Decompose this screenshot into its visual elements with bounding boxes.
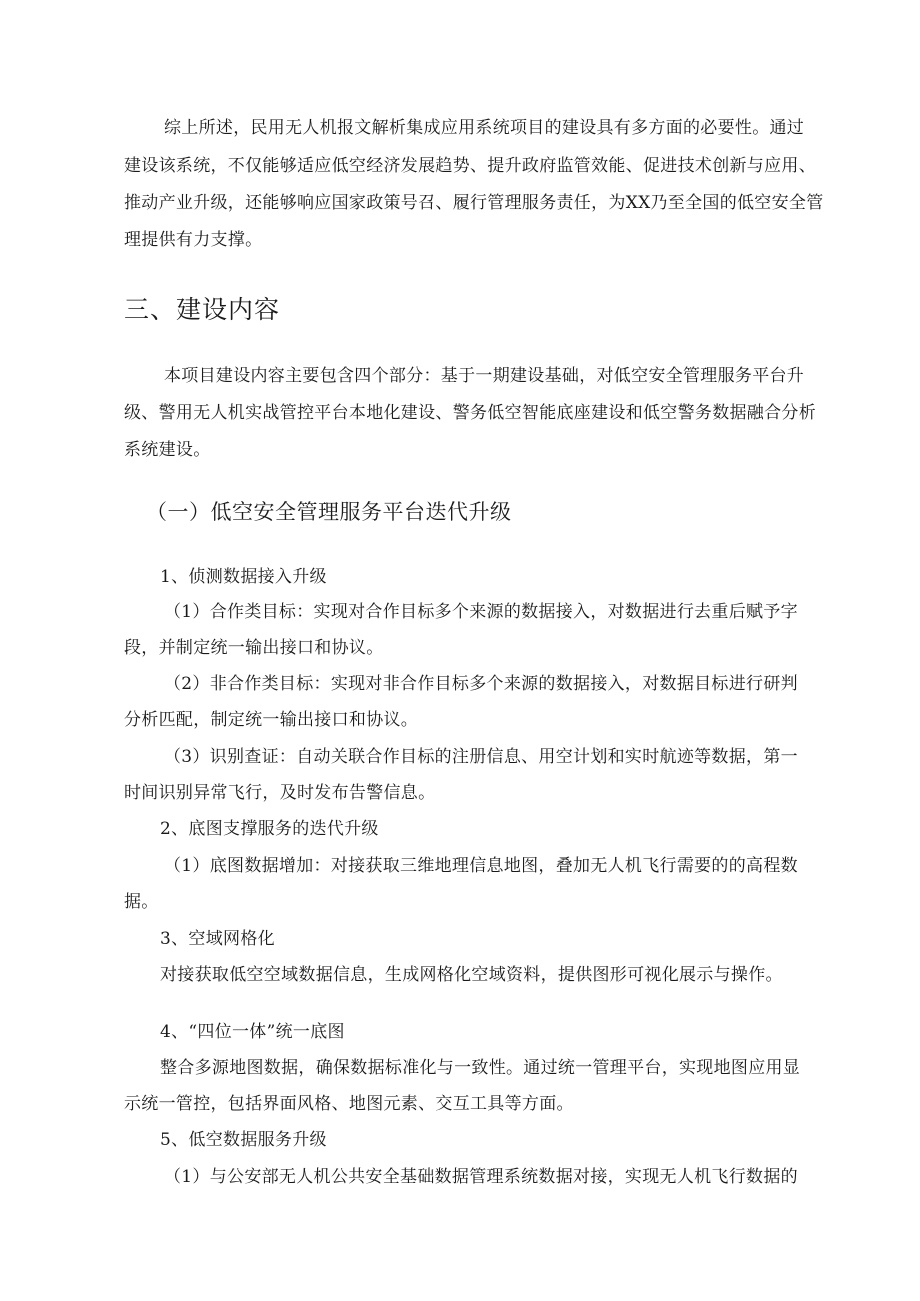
item-1-para-1-line-2: 段，并制定统一输出接口和协议。 bbox=[124, 638, 384, 658]
item-2-title: 2、底图支撑服务的迭代升级 bbox=[160, 819, 379, 839]
item-4-para-1-line-1: 整合多源地图数据，确保数据标准化与一致性。通过统一管理平台，实现地图应用显 bbox=[160, 1058, 801, 1078]
item-1-para-2-line-2: 分析匹配，制定统一输出接口和协议。 bbox=[124, 710, 419, 730]
item-1-para-2-line-1: （2）非合作类目标：实现对非合作目标多个来源的数据接入，对数据目标进行研判 bbox=[164, 674, 798, 694]
item-3-title: 3、空域网格化 bbox=[160, 929, 275, 949]
item-1-para-1-line-1: （1）合作类目标：实现对合作目标多个来源的数据接入，对数据进行去重后赋予字 bbox=[164, 602, 798, 622]
item-2-para-1-line-1: （1）底图数据增加：对接获取三维地理信息地图，叠加无人机飞行需要的的高程数 bbox=[164, 856, 798, 876]
intro-line-4: 理提供有力支撑。 bbox=[124, 230, 263, 250]
item-4-title: 4、“四位一体”统一底图 bbox=[160, 1022, 345, 1042]
section-intro-line-3: 系统建设。 bbox=[124, 440, 211, 460]
section-title: 三、建设内容 bbox=[124, 295, 281, 324]
item-1-para-3-line-2: 时间识别异常飞行，及时发布告警信息。 bbox=[124, 783, 436, 803]
section-intro-line-2: 级、警用无人机实战管控平台本地化建设、警务低空智能底座建设和低空警务数据融合分析 bbox=[124, 403, 816, 423]
intro-line-1: 综上所述，民用无人机报文解析集成应用系统项目的建设具有多方面的必要性。通过 bbox=[164, 118, 805, 138]
item-5-para-1-line-1: （1）与公安部无人机公共安全基础数据管理系统数据对接，实现无人机飞行数据的 bbox=[164, 1167, 798, 1187]
intro-line-3: 推动产业升级，还能够响应国家政策号召、履行管理服务责任，为XX乃至全国的低空安全管 bbox=[124, 193, 824, 213]
item-4-para-1-line-2: 示统一管控，包括界面风格、地图元素、交互工具等方面。 bbox=[124, 1094, 574, 1114]
section-intro-line-1: 本项目建设内容主要包含四个部分：基于一期建设基础，对低空安全管理服务平台升 bbox=[164, 366, 805, 386]
item-2-para-1-line-2: 据。 bbox=[124, 892, 159, 912]
subsection-title: （一）低空安全管理服务平台迭代升级 bbox=[146, 500, 512, 524]
intro-line-2: 建设该系统，不仅能够适应低空经济发展趋势、提升政府监管效能、促进技术创新与应用、 bbox=[124, 156, 816, 176]
item-1-para-3-line-1: （3）识别查证：自动关联合作目标的注册信息、用空计划和实时航迹等数据，第一 bbox=[164, 747, 798, 767]
item-1-title: 1、侦测数据接入升级 bbox=[160, 567, 327, 587]
item-3-para-1-line-1: 对接获取低空空域数据信息，生成网格化空域资料，提供图形可视化展示与操作。 bbox=[160, 965, 783, 985]
item-5-title: 5、低空数据服务升级 bbox=[160, 1130, 327, 1150]
